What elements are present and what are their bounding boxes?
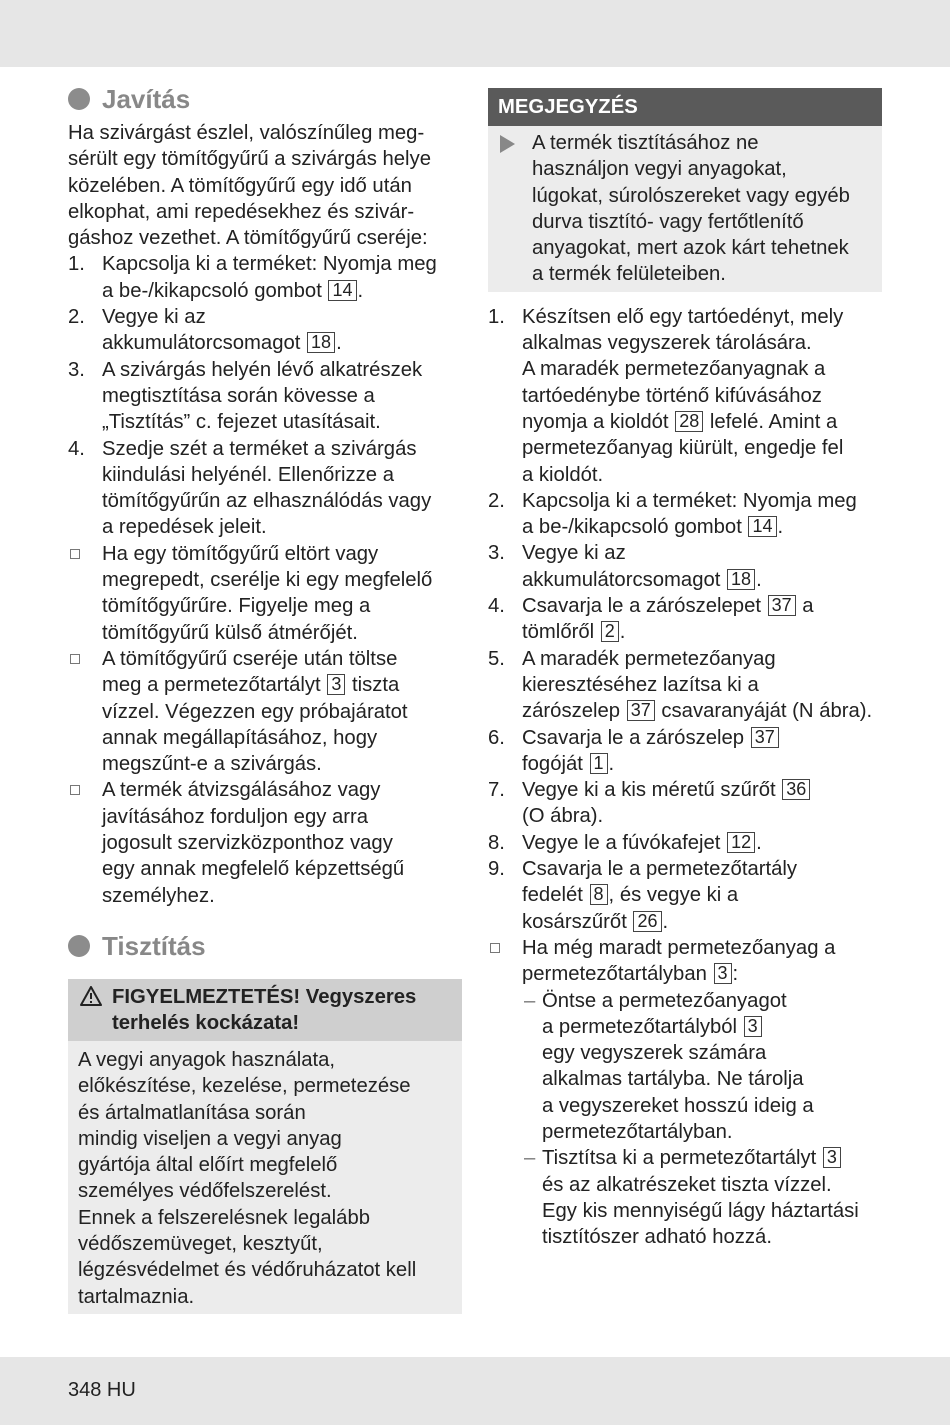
text-line: Csavarja le a permetezőtartály — [522, 858, 798, 881]
checkbox-square-icon — [70, 654, 80, 664]
text-line: előkészítése, kezelése, permetezése — [78, 1075, 411, 1098]
text-line: zárószelep 37 csavaranyáját (N ábra). — [522, 700, 873, 723]
section-heading-javitas: Javítás — [68, 84, 462, 114]
text-line: akkumulátorcsomagot 18 . — [102, 332, 342, 355]
reference-number: 8 — [590, 884, 608, 905]
step-item — [488, 725, 882, 778]
checkbox-square-icon — [70, 785, 80, 795]
reference-number: 1 — [590, 753, 608, 774]
text-line: A termék átvizsgálásához vagy — [102, 779, 381, 802]
text-line: permetezőanyag kiürült, engedje fel — [522, 437, 844, 460]
text-line: tömítőgyűrűn az elhasználódás vagy — [102, 490, 432, 513]
bullet-item — [488, 935, 882, 988]
step-number: 4. — [488, 595, 505, 618]
step-number: 1. — [488, 305, 505, 328]
reference-number: 3 — [327, 674, 345, 695]
text-line: javításához forduljon egy arra — [102, 805, 369, 828]
dash-icon: – — [524, 1147, 536, 1170]
text-line: a permetezőtartályból 3 — [542, 1014, 882, 1040]
text-line: Csavarja le a zárószelep 37 — [522, 725, 882, 751]
page-number: 348 HU — [68, 1379, 136, 1401]
step-number: 9. — [488, 858, 505, 881]
step-item — [488, 830, 882, 856]
text-line: A termék tisztításához ne — [532, 132, 759, 154]
dash-item — [488, 1145, 882, 1250]
text-line: lúgokat, súrolószereket vagy egyéb — [532, 184, 850, 207]
text-line: Ha szivárgást észlel, valószínűleg meg- — [68, 122, 425, 144]
text-line: a vegyszereket hosszú ideig a — [542, 1094, 814, 1117]
checkbox-square-icon — [490, 943, 500, 953]
text-line: légzésvédelmet és védőruházatot kell — [78, 1259, 417, 1282]
arrow-right-icon — [500, 135, 515, 153]
step-item — [68, 251, 462, 304]
text-line: fogóját 1 . — [522, 752, 615, 775]
text-line: egy annak megfelelő képzettségű — [102, 858, 405, 881]
text-line: A tömítőgyűrű cseréje után töltse — [102, 647, 398, 670]
bullet-circle-icon — [68, 935, 90, 957]
bullet-item — [68, 777, 462, 908]
text-line: és ártalmatlanítása során — [78, 1101, 306, 1124]
reference-number: 2 — [601, 621, 619, 642]
text-line: Egy kis mennyiségű lágy háztartási — [542, 1199, 859, 1222]
repair-bullets — [68, 541, 462, 909]
text-line: közelében. A tömítőgyűrű egy idő után — [68, 174, 412, 197]
text-line: tömlőről 2 . — [522, 621, 626, 644]
text-line: alkalmas tartályba. Ne tárolja — [542, 1068, 804, 1091]
text-line: Tisztítsa ki a permetezőtartályt 3 — [542, 1145, 882, 1171]
note-body — [488, 126, 882, 292]
reference-number: 3 — [744, 1016, 762, 1037]
step-number: 7. — [488, 779, 505, 802]
text-line: jogosult szervizközponthoz vagy — [102, 832, 393, 855]
text-line: megrepedt, cserélje ki egy megfelelő — [102, 569, 433, 592]
header-bar — [0, 0, 950, 67]
text-line: kosárszűrőt 26 . — [522, 910, 669, 933]
reference-number: 12 — [727, 832, 755, 853]
text-line: Vegye le a fúvókafejet 12 . — [522, 831, 762, 854]
reference-number: 26 — [633, 911, 661, 932]
text-line: Vegye ki a kis méretű szűrőt 36 — [522, 777, 882, 803]
step-item — [68, 436, 462, 541]
step-item — [488, 304, 882, 488]
text-line: a be-/kikapcsoló gombot 14 . — [102, 279, 364, 302]
step-number: 4. — [68, 437, 85, 460]
text-line: A szivárgás helyén lévő alkatrészek — [102, 358, 423, 381]
repair-steps — [68, 251, 462, 540]
step-item — [488, 646, 882, 725]
text-line: személyhez. — [102, 884, 215, 907]
step-number: 5. — [488, 647, 505, 670]
right-column — [488, 84, 882, 1250]
step-number: 8. — [488, 831, 505, 854]
step-number: 6. — [488, 726, 505, 749]
step-item — [488, 856, 882, 935]
cleaning-steps — [488, 304, 882, 935]
text-line: tartóedénybe történő kifúvásához — [522, 384, 822, 407]
reference-number: 3 — [823, 1147, 841, 1168]
text-line: permetezőtartályban. — [542, 1120, 733, 1143]
text-line: A vegyi anyagok használata, — [78, 1048, 336, 1071]
text-line: FIGYELMEZTETÉS! Vegyszeres — [112, 985, 417, 1008]
text-line: A maradék permetezőanyagnak a — [522, 358, 826, 381]
text-line: durva tisztító- vagy fertőtlenítő — [532, 210, 804, 233]
left-column — [68, 84, 462, 1314]
bullet-circle-icon — [68, 88, 90, 110]
text-line: „Tisztítás” c. fejezet utasításait. — [102, 411, 381, 434]
text-line: annak megállapításához, hogy — [102, 726, 378, 749]
text-line: Kapcsolja ki a terméket: Nyomja meg — [102, 253, 437, 276]
text-line: Ennek a felszerelésnek legalább — [78, 1206, 371, 1229]
text-line: nyomja a kioldót 28 lefelé. Amint a — [522, 410, 838, 433]
step-item — [68, 357, 462, 436]
text-line: a be-/kikapcsoló gombot 14 . — [522, 516, 784, 539]
dash-item — [488, 988, 882, 1146]
text-line: Vegye ki az — [102, 306, 206, 329]
checkbox-square-icon — [70, 549, 80, 559]
warning-body — [68, 1041, 462, 1314]
text-line: és az alkatrészeket tiszta vízzel. — [542, 1173, 832, 1196]
text-line: Kapcsolja ki a terméket: Nyomja meg — [522, 489, 857, 512]
text-line: a repedések jeleit. — [102, 516, 267, 539]
text-line: a termék felületeiben. — [532, 263, 726, 286]
text-line: tömítőgyűrű külső átmérőjét. — [102, 621, 358, 644]
step-item — [488, 540, 882, 593]
bullet-item — [68, 541, 462, 646]
text-line: Ha egy tömítőgyűrű eltört vagy — [102, 542, 379, 565]
reference-number: 18 — [727, 569, 755, 590]
reference-number: 28 — [675, 411, 703, 432]
warning-header — [68, 979, 462, 1041]
step-number: 1. — [68, 253, 85, 276]
text-line: tartalmaznia. — [78, 1285, 195, 1308]
note-header: MEGJEGYZÉS — [488, 88, 882, 126]
reference-number: 18 — [307, 332, 335, 353]
text-line: tisztítószer adható hozzá. — [542, 1226, 772, 1249]
warning-triangle-icon — [80, 986, 102, 1006]
text-line: használjon vegyi anyagokat, — [532, 158, 787, 181]
reference-number: 37 — [627, 700, 655, 721]
step-number: 3. — [488, 542, 505, 565]
text-line: permetezőtartályban 3 : — [522, 963, 739, 986]
text-line: védőszemüveget, kesztyűt, — [78, 1232, 323, 1255]
text-line: anyagokat, mert azok kárt tehetnek — [532, 237, 849, 260]
dash-icon: – — [524, 989, 536, 1012]
text-line: elkophat, ami repedésekhez és szivár- — [68, 200, 415, 223]
step-number: 3. — [68, 358, 85, 381]
text-line: megszűnt-e a szivárgás. — [102, 753, 322, 776]
reference-number: 36 — [782, 779, 810, 800]
step-item — [488, 777, 882, 830]
text-line: A maradék permetezőanyag — [522, 647, 776, 670]
text-line: kieresztéséhez lazítsa ki a — [522, 673, 759, 696]
bullet-item — [68, 646, 462, 777]
step-number: 2. — [488, 489, 505, 512]
step-number: 2. — [68, 306, 85, 329]
text-line: tömítőgyűrűre. Figyelje meg a — [102, 595, 371, 618]
text-line: terhelés kockázata! — [112, 1011, 300, 1034]
warning-title — [112, 984, 452, 1036]
footer-bar — [0, 1357, 950, 1425]
text-line: fedelét 8 , és vegye ki a — [522, 884, 739, 907]
text-line: akkumulátorcsomagot 18 . — [522, 568, 762, 591]
step-item — [488, 593, 882, 646]
text-line: (O ábra). — [522, 805, 604, 828]
step-item — [68, 304, 462, 357]
cleaning-bullet — [488, 935, 882, 988]
text-line: alkalmas vegyszerek tárolására. — [522, 332, 812, 355]
text-line: gáshoz vezethet. A tömítőgyűrű cseréje: — [68, 227, 428, 250]
text-line: egy vegyszerek számára — [542, 1042, 767, 1065]
reference-number: 14 — [328, 280, 356, 301]
text-line: meg a permetezőtartályt 3 tiszta — [102, 674, 400, 697]
text-line: Ha még maradt permetezőanyag a — [522, 936, 836, 959]
reference-number: 37 — [768, 595, 796, 616]
text-line: Öntse a permetezőanyagot — [542, 989, 787, 1012]
intro-paragraph — [68, 120, 462, 251]
step-item — [488, 488, 882, 541]
text-line: sérült egy tömítőgyűrű a szivárgás helye — [68, 148, 431, 171]
text-line: megtisztítása során kövesse a — [102, 384, 375, 407]
text-line: a kioldót. — [522, 463, 604, 486]
reference-number: 14 — [748, 516, 776, 537]
text-line: Készítsen elő egy tartóedényt, mely — [522, 305, 844, 328]
text-line: Vegye ki az — [522, 542, 626, 565]
text-line: gyártója által előírt megfelelő — [78, 1154, 338, 1177]
reference-number: 3 — [714, 963, 732, 984]
section-heading-tisztitas: Tisztítás — [68, 931, 462, 961]
reference-number: 37 — [751, 727, 779, 748]
text-line: Csavarja le a zárószelepet 37 a — [522, 595, 814, 618]
text-line: személyes védőfelszerelést. — [78, 1180, 332, 1203]
text-line: vízzel. Végezzen egy próbajáratot — [102, 700, 408, 723]
text-line: mindig viseljen a vegyi anyag — [78, 1127, 342, 1150]
text-line: Szedje szét a terméket a szivárgás — [102, 437, 417, 460]
cleaning-dashes — [488, 988, 882, 1251]
text-line: kiindulási helyénél. Ellenőrizze a — [102, 463, 394, 486]
